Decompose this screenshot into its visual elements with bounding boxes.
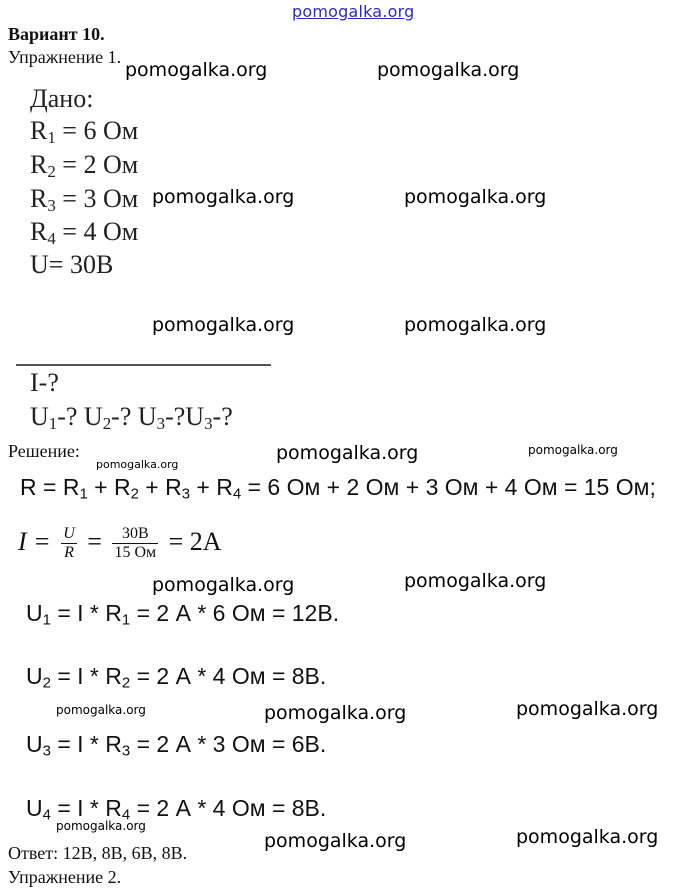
given-r3: $R_3 = 3$ Ом xyxy=(30,184,139,216)
exercise-1-title: Упражнение 1. xyxy=(8,47,122,67)
find-i: I-? xyxy=(30,368,59,397)
given-u: U= 30В xyxy=(30,250,114,279)
equation-total-resistance: $R = R_1 + R_2 + R_3 + R_4 = 6$ Ом + 2 Ом + 3 Ом + 4 Ом = 15 Ом; xyxy=(20,474,656,503)
variant-heading: Вариант 10. xyxy=(8,24,105,44)
given-r1: $R_1 = 6$ Ом xyxy=(30,116,139,148)
equation-u2: $U_2 = I * R_2 = 2$ А * 4 Ом = 8В. xyxy=(26,663,327,692)
watermark: pomogalka.org xyxy=(96,458,179,471)
watermark: pomogalka.org xyxy=(404,186,547,208)
watermark: pomogalka.org xyxy=(516,826,659,848)
watermark: pomogalka.org xyxy=(404,314,547,336)
watermark: pomogalka.org xyxy=(152,574,295,596)
equation-u4: $U_4 = I * R_4 = 2$ А * 4 Ом = 8В. xyxy=(26,795,327,824)
watermark: pomogalka.org xyxy=(152,186,295,208)
watermark: pomogalka.org xyxy=(125,59,268,81)
watermark: pomogalka.org xyxy=(516,698,659,720)
watermark: pomogalka.org xyxy=(152,314,295,336)
equation-current: I = $\frac{U}{R}$ = $\frac{30В}{15 Ом}$ = 2А xyxy=(18,525,222,562)
find-voltages: $U_1-$? $U_2-$? $U_3-?U_3-$? xyxy=(30,402,233,434)
equation-u3: $U_3 = I * R_3 = 2$ А * 3 Ом = 6В. xyxy=(26,731,327,760)
answer-text: Ответ: 12В, 8В, 6В, 8В. xyxy=(8,843,188,863)
watermark: pomogalka.org xyxy=(56,703,146,717)
watermark: pomogalka.org xyxy=(377,59,520,81)
solution-label: Решение: xyxy=(8,441,80,461)
watermark-top-link[interactable]: pomogalka.org xyxy=(292,2,415,21)
fraction-values: $\frac{30В}{15 Ом}$ xyxy=(114,525,157,562)
watermark: pomogalka.org xyxy=(56,819,146,833)
given-label: Дано: xyxy=(30,84,94,113)
watermark: pomogalka.org xyxy=(528,443,618,457)
given-r4: $R_4 = 4$ Ом xyxy=(30,217,139,249)
exercise-2-title: Упражнение 2. xyxy=(8,867,122,887)
watermark: pomogalka.org xyxy=(276,442,419,464)
watermark: pomogalka.org xyxy=(264,702,407,724)
watermark: pomogalka.org xyxy=(404,570,547,592)
given-r2: $R_2 = 2$ Ом xyxy=(30,150,139,182)
given-divider xyxy=(16,364,271,366)
watermark: pomogalka.org xyxy=(264,830,407,852)
equation-u1: $U_1 = I * R_1 = 2$ А * 6 Ом = 12В. xyxy=(26,600,340,629)
fraction-u-over-r: $\frac{U}{R}$ xyxy=(63,525,75,562)
